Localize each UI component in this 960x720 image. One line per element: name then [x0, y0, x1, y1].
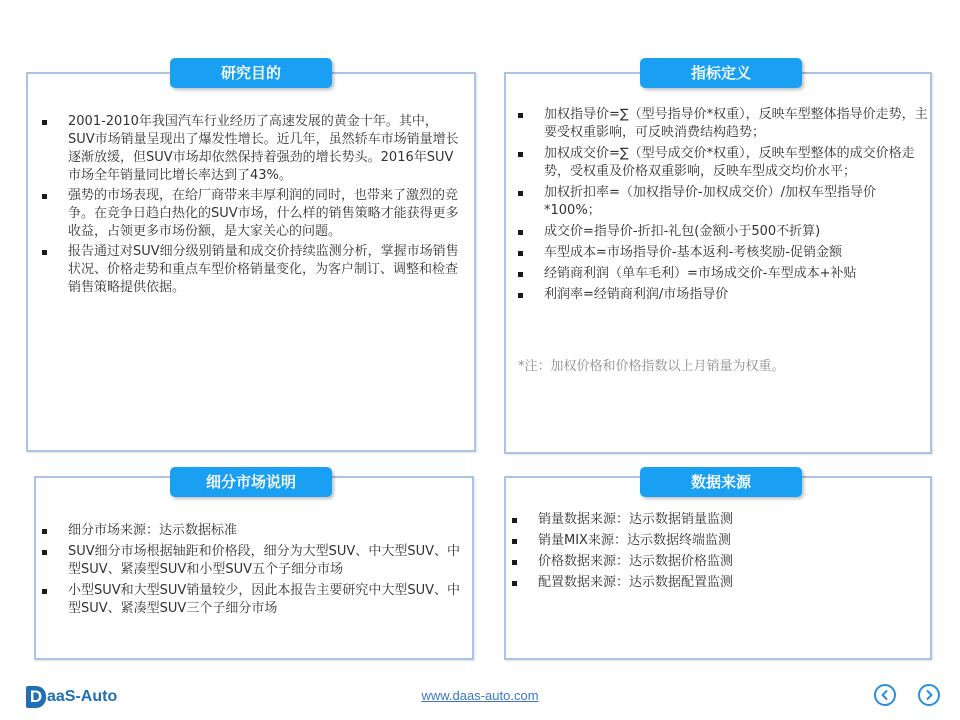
list-item: 销量数据来源：达示数据销量监测 [510, 511, 920, 529]
list-item: 2001-2010年我国汽车行业经历了高速发展的黄金十年。其中，SUV市场销量呈现出了爆发性增长。近几年，虽然轿车市场销量增长逐渐放缓，但SUV市场却依然保持着强劲的增长势头。2016年SUV市场全年销量同比增长率达到了43%。 [40, 113, 460, 185]
chevron-right-circle-icon[interactable] [918, 684, 940, 706]
logo-mark: D [26, 686, 46, 708]
website-link[interactable]: www.daas-auto.com [421, 688, 539, 703]
purpose-panel-title: 研究目的 [170, 58, 332, 88]
list-item: 加权指导价=∑（型号指导价*权重），反映车型整体指导价走势，主要受权重影响，可反映消费结构趋势； [516, 106, 928, 142]
source-list [510, 511, 920, 592]
definition-panel-title: 指标定义 [640, 58, 802, 88]
list-item: 加权折扣率=（加权指导价-加权成交价）/加权车型指导价*100%； [516, 184, 928, 220]
list-item: 配置数据来源：达示数据配置监测 [510, 574, 920, 592]
list-item: 加权成交价=∑（型号成交价*权重），反映车型整体的成交价格走势，受权重及价格双重影响，反映车型成交均价水平； [516, 145, 928, 181]
list-item: 利润率=经销商利润/市场指导价 [516, 286, 928, 304]
logo-text: aaS-Auto [47, 688, 118, 705]
list-item: 车型成本=市场指导价-基本返利-考核奖励-促销金额 [516, 244, 928, 262]
definition-note: *注：加权价格和价格指数以上月销量为权重。 [518, 359, 785, 374]
segment-list [40, 522, 460, 618]
list-item: SUV细分市场根据轴距和价格段，细分为大型SUV、中大型SUV、中型SUV、紧凑型SUV和小型SUV五个子细分市场 [40, 543, 460, 579]
source-panel-title: 数据来源 [640, 467, 802, 497]
purpose-list [40, 113, 460, 297]
list-item: 成交价=指导价-折扣-礼包(金额小于500不折算) [516, 223, 928, 241]
list-item: 经销商利润（单车毛利）=市场成交价-车型成本+补贴 [516, 265, 928, 283]
list-item: 小型SUV和大型SUV销量较少，因此本报告主要研究中大型SUV、中型SUV、紧凑型SUV三个子细分市场 [40, 582, 460, 618]
list-item: 销量MIX来源：达示数据终端监测 [510, 532, 920, 550]
list-item: 报告通过对SUV细分级别销量和成交价持续监测分析，掌握市场销售状况、价格走势和重点车型价格销量变化，为客户制订、调整和检查销售策略提供依据。 [40, 243, 460, 297]
definition-list [516, 106, 928, 304]
list-item: 强势的市场表现，在给厂商带来丰厚利润的同时，也带来了激烈的竞争。在竞争日趋白热化的SUV市场，什么样的销售策略才能获得更多收益，占领更多市场份额，是大家关心的问题。 [40, 187, 460, 241]
segment-panel-title: 细分市场说明 [170, 467, 332, 497]
list-item: 细分市场来源：达示数据标准 [40, 522, 460, 540]
list-item: 价格数据来源：达示数据价格监测 [510, 553, 920, 571]
chevron-left-circle-icon[interactable] [874, 684, 896, 706]
